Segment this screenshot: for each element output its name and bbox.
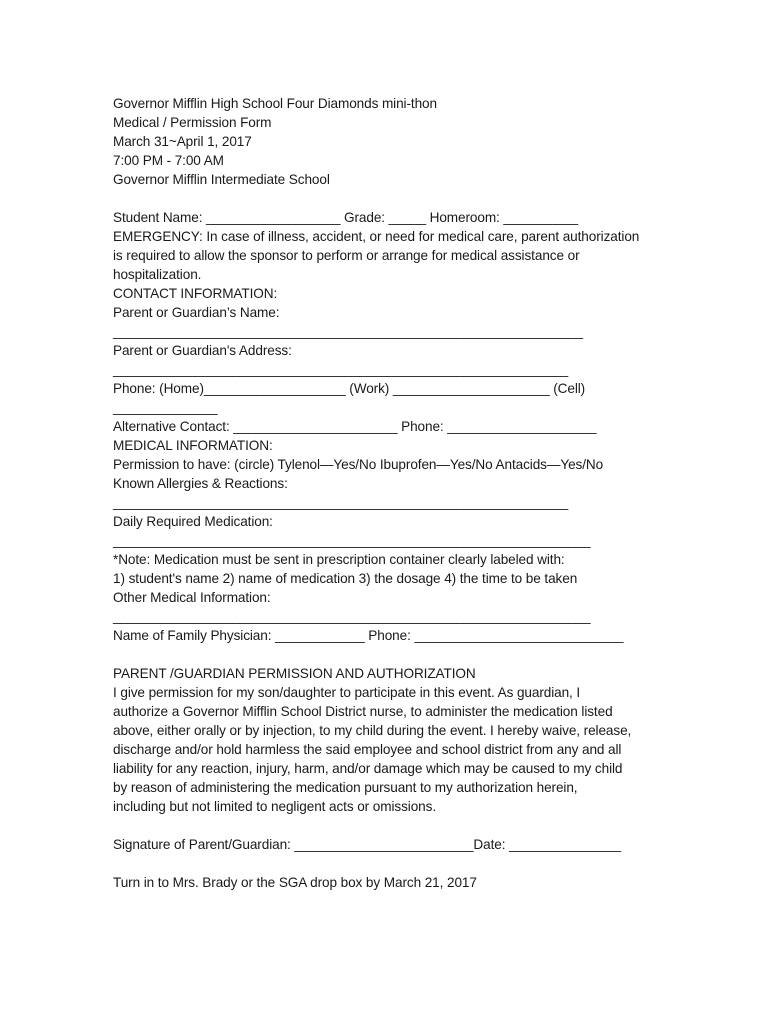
- medication-note-line-2: 1) student's name 2) name of medication 3) the dosage 4) the time to be taken: [113, 571, 578, 586]
- guardian-name-field[interactable]: _______________________________________________________________: [113, 324, 583, 339]
- phone-fields-line[interactable]: Phone: (Home)___________________ (Work) _____________________ (Cell): [113, 381, 586, 396]
- event-dates: March 31~April 1, 2017: [113, 134, 252, 149]
- allergies-label: Known Allergies & Reactions:: [113, 476, 288, 491]
- authorization-text-line-7: including but not limited to negligent acts or omissions.: [113, 799, 436, 814]
- cell-phone-field[interactable]: ______________: [113, 400, 218, 415]
- medication-note-line-1: *Note: Medication must be sent in prescription container clearly labeled with:: [113, 552, 565, 567]
- emergency-text-line-1: EMERGENCY: In case of illness, accident, or need for medical care, parent authorization: [113, 229, 640, 244]
- guardian-address-field[interactable]: _____________________________________________________________: [113, 362, 569, 377]
- allergies-field[interactable]: _____________________________________________________________: [113, 495, 569, 510]
- authorization-text-line-6: by reason of administering the medication pursuant to my authorization herein,: [113, 780, 578, 795]
- emergency-text-line-3: hospitalization.: [113, 267, 202, 282]
- emergency-text-line-2: is required to allow the sponsor to perform or arrange for medical assistance or: [113, 248, 580, 263]
- authorization-heading: PARENT /GUARDIAN PERMISSION AND AUTHORIZATION: [113, 666, 476, 681]
- daily-medication-field[interactable]: ________________________________________________________________: [113, 533, 591, 548]
- turn-in-instructions: Turn in to Mrs. Brady or the SGA drop box by March 21, 2017: [113, 875, 477, 890]
- form-title: Governor Mifflin High School Four Diamonds mini-thon: [113, 96, 437, 111]
- authorization-text-line-2: authorize a Governor Mifflin School District nurse, to administer the medication listed: [113, 704, 613, 719]
- authorization-text-line-1: I give permission for my son/daughter to participate in this event. As guardian, I: [113, 685, 581, 700]
- authorization-text-line-3: above, either orally or by injection, to my child during the event. I hereby waive, release,: [113, 723, 632, 738]
- event-location: Governor Mifflin Intermediate School: [113, 172, 330, 187]
- authorization-text-line-5: liability for any reaction, injury, harm, and/or damage which may be caused to my child: [113, 761, 623, 776]
- guardian-name-label: Parent or Guardian’s Name:: [113, 305, 280, 320]
- family-physician-line[interactable]: Name of Family Physician: ____________ Phone: ____________________________: [113, 628, 624, 643]
- other-medical-info-field[interactable]: ________________________________________________________________: [113, 609, 591, 624]
- authorization-text-line-4: discharge and/or hold harmless the said employee and school district from any and all: [113, 742, 622, 757]
- alternative-contact-line[interactable]: Alternative Contact: ______________________ Phone: ____________________: [113, 419, 597, 434]
- guardian-address-label: Parent or Guardian's Address:: [113, 343, 292, 358]
- medical-heading: MEDICAL INFORMATION:: [113, 438, 273, 453]
- form-subtitle: Medical / Permission Form: [113, 115, 272, 130]
- event-time: 7:00 PM - 7:00 AM: [113, 153, 224, 168]
- other-medical-info-label: Other Medical Information:: [113, 590, 271, 605]
- daily-medication-label: Daily Required Medication:: [113, 514, 273, 529]
- signature-date-line[interactable]: Signature of Parent/Guardian: ________________________Date: _______________: [113, 837, 622, 852]
- student-info-line[interactable]: Student Name: __________________ Grade: _____ Homeroom: __________: [113, 210, 579, 225]
- contact-heading: CONTACT INFORMATION:: [113, 286, 278, 301]
- medication-permission-line[interactable]: Permission to have: (circle) Tylenol—Yes/No Ibuprofen—Yes/No Antacids—Yes/No: [113, 457, 604, 472]
